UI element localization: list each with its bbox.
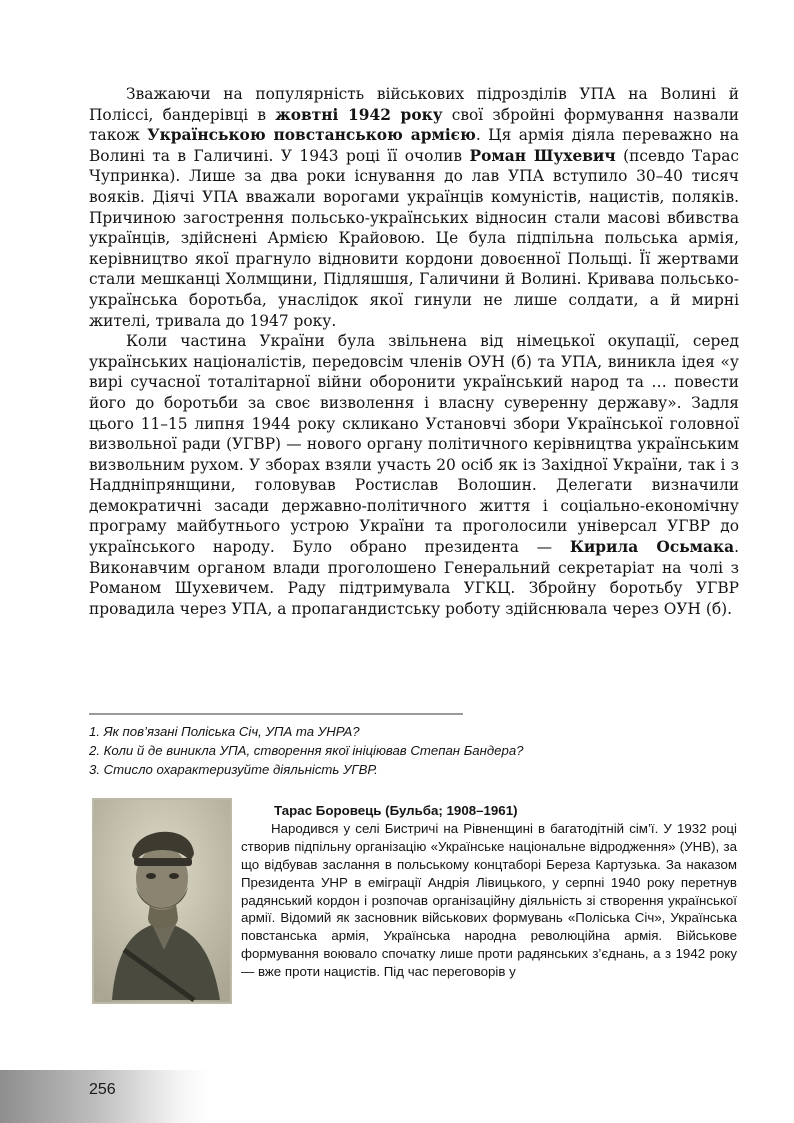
section-divider	[89, 713, 463, 715]
page-number: 256	[89, 1081, 116, 1098]
emphasis-date: жовтні 1942 року	[275, 105, 443, 124]
biography-text: Народився у селі Бистричі на Рівненщині в багатодітній сім’ї. У 1932 році створив підпільну організацію «Українське національне відродження» (УНВ), за що відбував заслання в польському концтаборі Береза Картузька. За наказом Президента УНР в еміграції Андрія Лівицького, у серпні 1940 року перетнув радянський кордон і розпочав організаційну діяльність зі створення української армії. Відомий як засновник військових формувань «Поліська Січ», Українська повстанська армія, Українська народна революційна армія. Військове формування воювало спочатку лише проти радянських з’єднань, а з 1942 року — вже проти нацистів. Під час переговорів у	[241, 820, 737, 980]
question-item: 3. Стисло охарактеризуйте діяльність УГВР.	[89, 762, 378, 777]
biography-block	[241, 802, 737, 981]
main-text	[89, 84, 739, 619]
biography-title: Тарас Боровець (Бульба; 1908–1961)	[274, 803, 518, 818]
question-item: 2. Коли й де виникла УПА, створення якої ініціював Степан Бандера?	[89, 743, 524, 758]
emphasis-shukhevych: Роман Шухевич	[469, 146, 616, 165]
text-segment: (псевдо Тарас Чупринка). Лише за два роки існування до лав УПА вступило 30–40 тисяч вояків. Діячі УПА вважали ворогами українців комуністів, нацистів, поляків. Причиною загострення польсько-українських відносин стали масові вбивства українців, здійснені Армією Крайовою. Це була підпільна польська армія, керівництво якої прагнуло відновити кордони довоєнної Польщі. Її жертвами стали мешканці Холмщини, Підляшшя, Галичини й Волині. Кривава польсько-українська боротьба, унаслідок якої гинули не лише солдати, а й мирні жителі, тривала до 1947 року.	[89, 146, 740, 330]
text-segment: свої збройні формування назвали також	[89, 105, 740, 145]
paragraph-ugvr	[89, 331, 739, 619]
emphasis-upa: Українською повстанською армією	[147, 126, 476, 145]
portrait-photo	[94, 800, 230, 1002]
text-segment: Коли частина України була звільнена від німецької окупації, серед українських націоналістів, передовсім членів ОУН (б) та УПА, виникла ідея «у вирі сучасної тоталітарної війни оборонити український народ та … повести його до боротьби за своє визволення і власну суверенну державу». Задля цього 11–15 липня 1944 року скликано Установчі збори Української головної визвольної ради (УГВР) — нового органу політичного керівництва українським визвольним рухом. У зборах взяли участь 20 осіб як із Західної України, так і з Наддніпрянщини, головував Ростислав Волошин. Делегати визначили демократичні засади державно-політичного життя і соціально-економічну програму майбутнього устрою України та проголосили універсал УГВР до українського народу. Було обрано президента —	[89, 332, 739, 557]
question-item: 1. Як пов’язані Поліська Січ, УПА та УНРА?	[89, 724, 360, 739]
text-segment: . Ця армія діяла переважно на Волині та в Галичині. У 1943 році її очолив	[89, 126, 739, 165]
portrait-image	[94, 800, 230, 1002]
paragraph-upa	[89, 84, 739, 331]
emphasis-osmak: Кирила Осьмака	[569, 538, 735, 557]
questions-list	[89, 722, 689, 779]
text-segment: . Виконавчим органом влади проголошено Генеральний секретаріат на чолі з Романом Шухевичем. Раду підтримувала УГКЦ. Збройну боротьбу УГВР провадила через УПА, а пропагандистську роботу здійснювала через ОУН (б).	[89, 538, 739, 618]
text-segment: Зважаючи на популярність військових підрозділів УПА на Волині й Поліссі, бандерівці в	[89, 85, 739, 124]
